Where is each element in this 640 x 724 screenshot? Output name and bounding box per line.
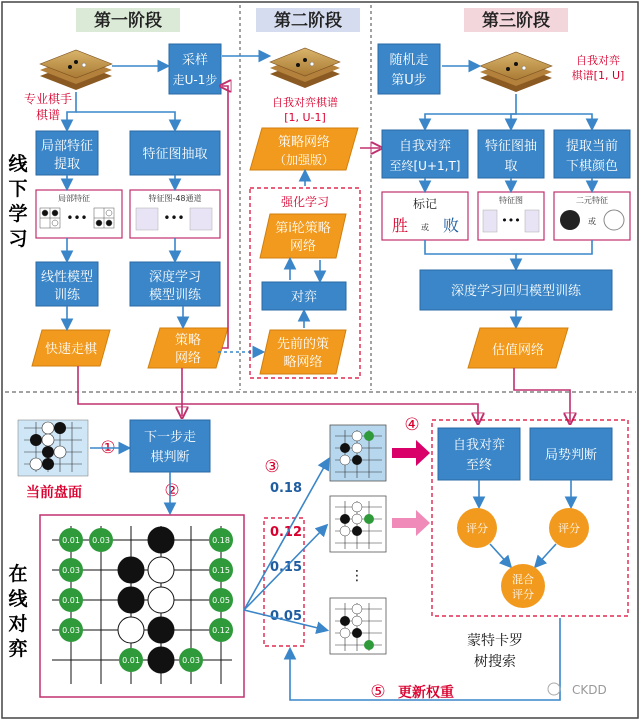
color-label-1: 提取当前 [565,139,619,154]
pro-games-label-1: 专业棋手 [23,92,73,106]
selfplay-stack-icon-stage2 [270,48,340,88]
linear-train-label-1: 线性模型 [40,270,94,285]
white-stone [118,617,144,643]
probability-value: 0.03 [92,536,110,545]
candidate-ellipsis: ⋮ [350,568,364,584]
arrow-selfplay3-to-end [425,94,516,128]
arrow-score2-to-mix [536,544,556,566]
linear-train-label-2: 训练 [53,288,81,303]
lose-label: 败 [442,216,460,235]
candidate-board-1 [330,425,386,481]
rl-label: 强化学习 [280,195,330,209]
mix-score-circle [501,564,545,608]
prev-policy-label-1: 先前的策 [276,337,330,352]
update-weights-label: 更新权重 [398,685,454,701]
score2-label: 评分 [558,522,580,535]
arrow-winlose-to-regression [425,240,516,268]
arrow-pro-to-featmap [76,112,175,129]
sample-label-1: 采样 [181,53,209,68]
ith-policy-label-2: 网络 [289,239,317,254]
selfplay-end-label-1: 自我对弈 [398,139,452,154]
deep-train-label-2: 模型训练 [148,288,202,303]
probability-value: 0.03 [182,656,200,665]
stage1-title: 第一阶段 [94,11,162,31]
selfplay-stage2-label-1: 自我对弈棋谱 [272,96,338,109]
mcts-label-2: 树搜索 [474,654,516,670]
black-stone [148,617,174,643]
policy-net-label-1: 策略 [174,333,202,348]
candidate-board-3 [330,598,386,654]
offline-label-4: 习 [8,228,28,250]
step3-marker: ③ [264,457,280,477]
local-feature-label-1: 局部特征 [40,139,94,154]
deep-train-label-1: 深度学习 [148,270,202,285]
fast-rollout-label: 快速走棋 [44,342,98,357]
local-feature-label-2: 提取 [53,157,81,172]
probability-value: 0.01 [62,536,80,545]
stage2-title: 第二阶段 [274,11,342,31]
arrow-selfplay3-to-featmap [511,114,516,128]
white-stone [148,557,174,583]
featmap-thumb-label: 特征图-48通道 [148,194,202,203]
stage3-featmap-label-1: 特征图抽 [484,139,538,154]
prob-label-2: 0.12 [269,525,303,540]
thick-arrow-1 [392,440,430,466]
featmap-label: 特征图抽取 [142,147,208,162]
ckdd-watermark: CKDD [572,683,607,697]
prob-label-4: 0.05 [269,609,303,624]
featmap-channel-48 [190,208,212,230]
policy-plus-label-1: 策略网络 [277,135,331,150]
stage3-featmap-ellipsis: ••• [501,214,521,227]
selfplay-stage3-label-2: 棋谱[1, U] [571,69,625,82]
binary-feature-label: 二元特征 [576,196,608,205]
probability-value: 0.03 [62,566,80,575]
probability-value: 0.05 [212,596,230,605]
mcts-label-1: 蒙特卡罗 [467,633,523,649]
offline-label-1: 线 [8,153,28,175]
selfplay-end-label-2: 至终[U+1,T] [389,159,461,173]
regression-label: 深度学习回归模型训练 [450,284,582,299]
stage3-channel-1 [483,210,497,232]
selfplay-stage2-label-2: [1, U-1] [284,111,326,124]
prev-policy-label-2: 略网络 [283,355,323,370]
online-label-4: 弈 [8,638,28,660]
step4-marker: ④ [404,415,420,435]
sample-label-2: 走U-1步 [172,73,218,87]
color-label-2: 下棋颜色 [565,159,619,174]
stage3-channel-n [525,210,539,232]
probability-value: 0.03 [62,626,80,635]
black-stone [148,527,174,553]
online-label-3: 对 [8,613,28,635]
mcts-selfplay-label-2: 至终 [465,458,493,473]
black-stone-icon [560,210,580,230]
mcts-selfplay-label-1: 自我对弈 [452,438,506,453]
or-label-1: 或 [421,223,429,232]
local-feature-ellipsis: ••• [66,211,88,225]
offline-label-2: 下 [8,178,28,200]
random-move-label-1: 随机走 [389,53,429,68]
selfplay-stage3-label-1: 自我对弈 [576,54,620,67]
mark-label: 标记 [412,197,438,211]
arrow-binary-to-regression [516,240,592,254]
online-label-1: 在 [8,563,28,585]
black-stone [118,557,144,583]
stage3-title: 第三阶段 [482,11,550,31]
step2-marker: ② [164,481,180,501]
candidate-board-2 [330,496,386,552]
policy-net-label-2: 网络 [174,351,202,366]
next-move-label-2: 棋判断 [150,450,190,465]
arrow-policy-to-sample [222,86,228,348]
offline-label-3: 学 [8,203,28,225]
policy-plus-label-2: （加强版） [273,153,335,167]
black-stone [148,647,174,673]
selfplay-stack-icon-stage3 [480,52,552,92]
featmap-channel-1 [136,208,158,230]
play-label: 对弈 [290,290,318,305]
thick-arrow-2 [392,510,430,536]
probability-value: 0.12 [212,626,230,635]
arrow-score1-to-mix [490,544,510,566]
black-stone [118,587,144,613]
value-net-label: 估值网络 [491,343,545,358]
step1-marker: ① [100,438,116,458]
arrow-selfplay3-to-color [516,114,592,128]
featmap-ellipsis: ••• [163,211,185,225]
local-feature-thumb-label: 局部特征 [58,194,90,203]
online-label-2: 线 [8,588,28,610]
white-stone-icon [604,210,624,230]
probability-value: 0.01 [122,656,140,665]
pro-games-label-2: 棋谱 [35,108,61,122]
or-label-2: 或 [588,217,596,226]
judge-label: 局势判断 [544,448,598,463]
white-stone [148,587,174,613]
prob-label-3: 0.15 [269,560,303,575]
probability-value: 0.15 [212,566,230,575]
next-move-label-1: 下一步走 [143,430,197,445]
pro-games-stack-icon [40,50,112,90]
stage3-featmap-thumb-label: 特征图 [499,196,523,205]
random-move-label-2: 第U步 [391,73,427,88]
ith-policy-label-1: 第i轮策略 [275,221,331,236]
win-label: 胜 [391,216,409,235]
probability-value: 0.01 [62,596,80,605]
step5-marker: ⑤ [370,682,386,702]
mix-score-label-1: 混合 [512,573,534,586]
arrow-value-to-judge [514,368,570,422]
probability-value: 0.18 [212,536,230,545]
stage3-featmap-label-2: 取 [504,159,518,174]
score1-label: 评分 [466,522,488,535]
prob-label-1: 0.18 [269,481,303,496]
wechat-icon [548,683,560,695]
mix-score-label-2: 评分 [512,588,534,601]
current-board-label: 当前盘面 [26,485,82,501]
